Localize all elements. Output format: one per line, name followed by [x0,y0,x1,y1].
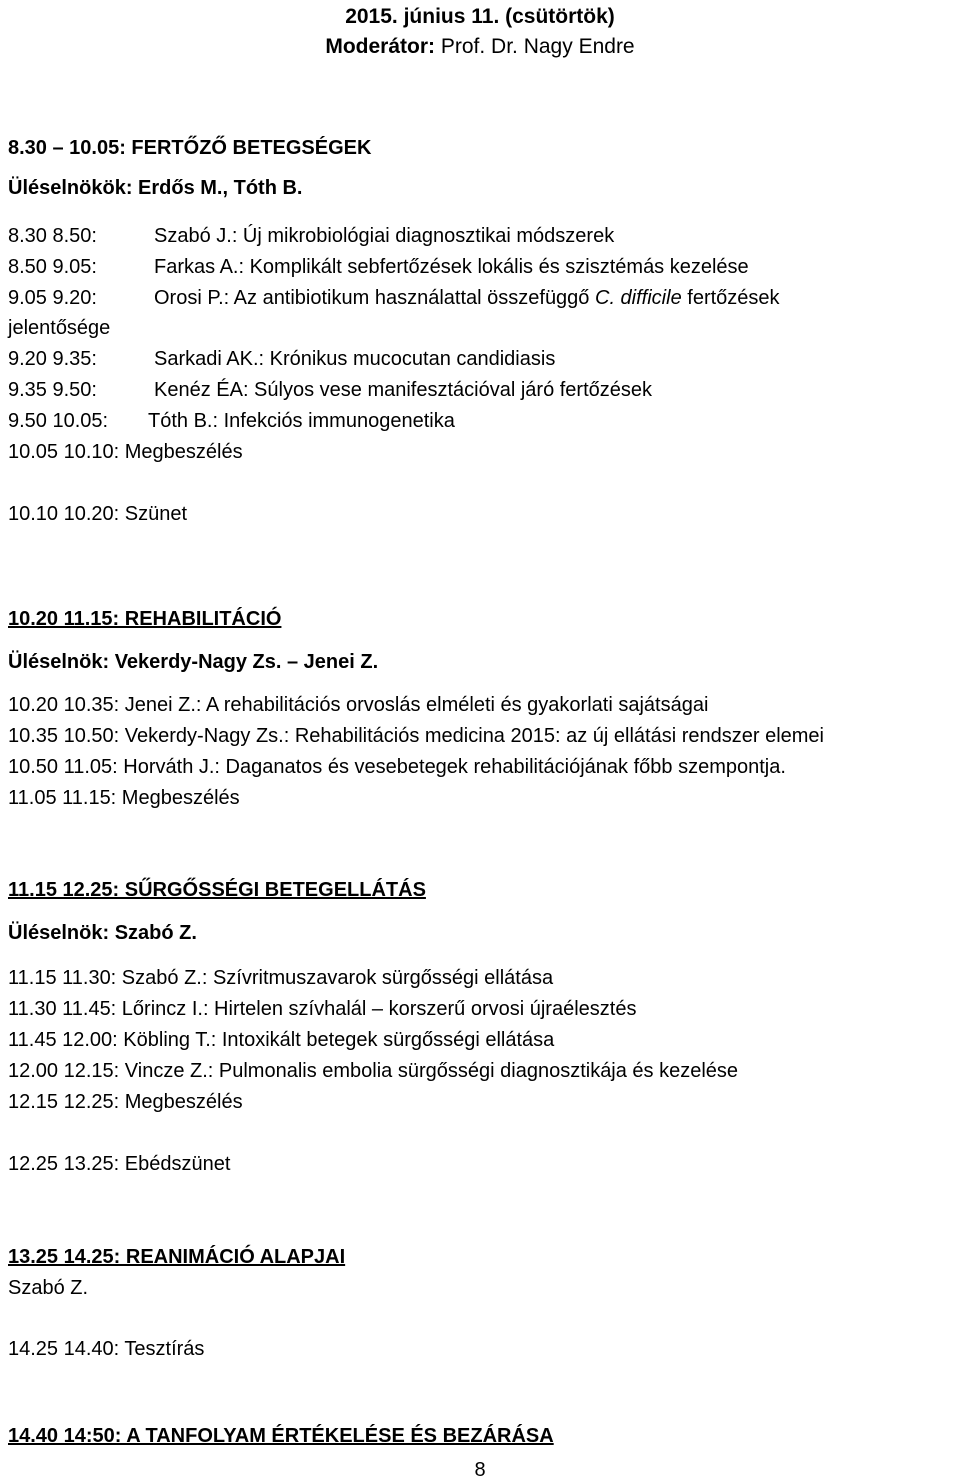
talk-text: Farkas A.: Komplikált sebfertőzések lokális és szisztémás kezelése [154,256,749,278]
moderator-name: Prof. Dr. Nagy Endre [435,35,635,58]
talk-row: 12.00 12.15: Vincze Z.: Pulmonalis embolia sürgősségi diagnosztikája és kezelése [8,1060,739,1082]
talk-time: 9.50 10.05: [8,410,109,432]
talk-time: 9.35 9.50: [8,379,97,401]
talk-text-continuation: jelentősége [8,317,111,339]
talk-row [8,376,652,404]
talk-row: 11.15 11.30: Szabó Z.: Szívritmuszavarok sürgősségi ellátása [8,967,554,989]
talk-row: 10.35 10.50: Vekerdy-Nagy Zs.: Rehabilitációs medicina 2015: az új ellátási rendszer elemei [8,725,824,747]
discussion-row: 12.15 12.25: Megbeszélés [8,1091,243,1113]
talk-time: 8.30 8.50: [8,225,97,247]
session-title-resuscitation: 13.25 14.25: REANIMÁCIÓ ALAPJAI [8,1246,346,1268]
moderator-line [0,32,960,62]
talk-text: fertőzések [681,287,780,309]
talk-text: Szabó J.: Új mikrobiológiai diagnosztikai módszerek [154,225,615,247]
session-title-closing: 14.40 14:50: A TANFOLYAM ÉRTÉKELÉSE ÉS BEZÁRÁSA [8,1425,554,1447]
discussion-row: 10.05 10.10: Megbeszélés [8,441,243,463]
moderator-label: Moderátor: [325,35,436,58]
break-row: 10.10 10.20: Szünet [8,503,188,525]
session-title-infectious: 8.30 – 10.05: FERTŐZŐ BETEGSÉGEK [8,137,372,159]
talk-text: Orosi P.: Az antibiotikum használattal összefüggő [154,287,595,309]
talk-text-italic: C. difficile [595,287,682,309]
page-number: 8 [474,1459,486,1481]
talk-row: 11.30 11.45: Lőrincz I.: Hirtelen szívhalál – korszerű orvosi újraélesztés [8,998,637,1020]
talk-row [8,284,780,312]
talk-time: 9.20 9.35: [8,348,97,370]
talk-text: Tóth B.: Infekciós immunogenetika [148,410,455,432]
talk-row [8,222,614,250]
break-row: 14.25 14.40: Tesztírás [8,1338,205,1360]
talk-row [8,345,555,373]
date-heading: 2015. június 11. (csütörtök) [345,5,615,28]
talk-text: Sarkadi AK.: Krónikus mucocutan candidiasis [154,348,556,370]
break-row: 12.25 13.25: Ebédszünet [8,1153,231,1175]
session-title-emergency: 11.15 12.25: SŰRGŐSSÉGI BETEGELLÁTÁS [8,879,426,901]
session-chairs-emergency: Üléselnök: Szabó Z. [8,922,197,944]
day-header [0,2,960,62]
talk-time: 8.50 9.05: [8,256,97,278]
session-title-rehab: 10.20 11.15: REHABILITÁCIÓ [8,608,282,630]
talk-row [8,253,749,281]
discussion-row: 11.05 11.15: Megbeszélés [8,787,240,809]
talk-row: 10.50 11.05: Horváth J.: Daganatos és vesebetegek rehabilitációjának főbb szempontja. [8,756,786,778]
talk-text: Kenéz ÉA: Súlyos vese manifesztációval járó fertőzések [154,379,653,401]
session-lecturer: Szabó Z. [8,1277,89,1299]
talk-row: 11.45 12.00: Köbling T.: Intoxikált betegek sürgősségi ellátása [8,1029,555,1051]
session-chairs-rehab: Üléselnök: Vekerdy-Nagy Zs. – Jenei Z. [8,651,379,673]
session-chairs-infectious: Üléselnökök: Erdős M., Tóth B. [8,177,303,199]
talk-row: 10.20 10.35: Jenei Z.: A rehabilitációs orvoslás elméleti és gyakorlati sajátságai [8,694,709,716]
talk-time: 9.05 9.20: [8,287,97,309]
talk-row [8,407,455,435]
